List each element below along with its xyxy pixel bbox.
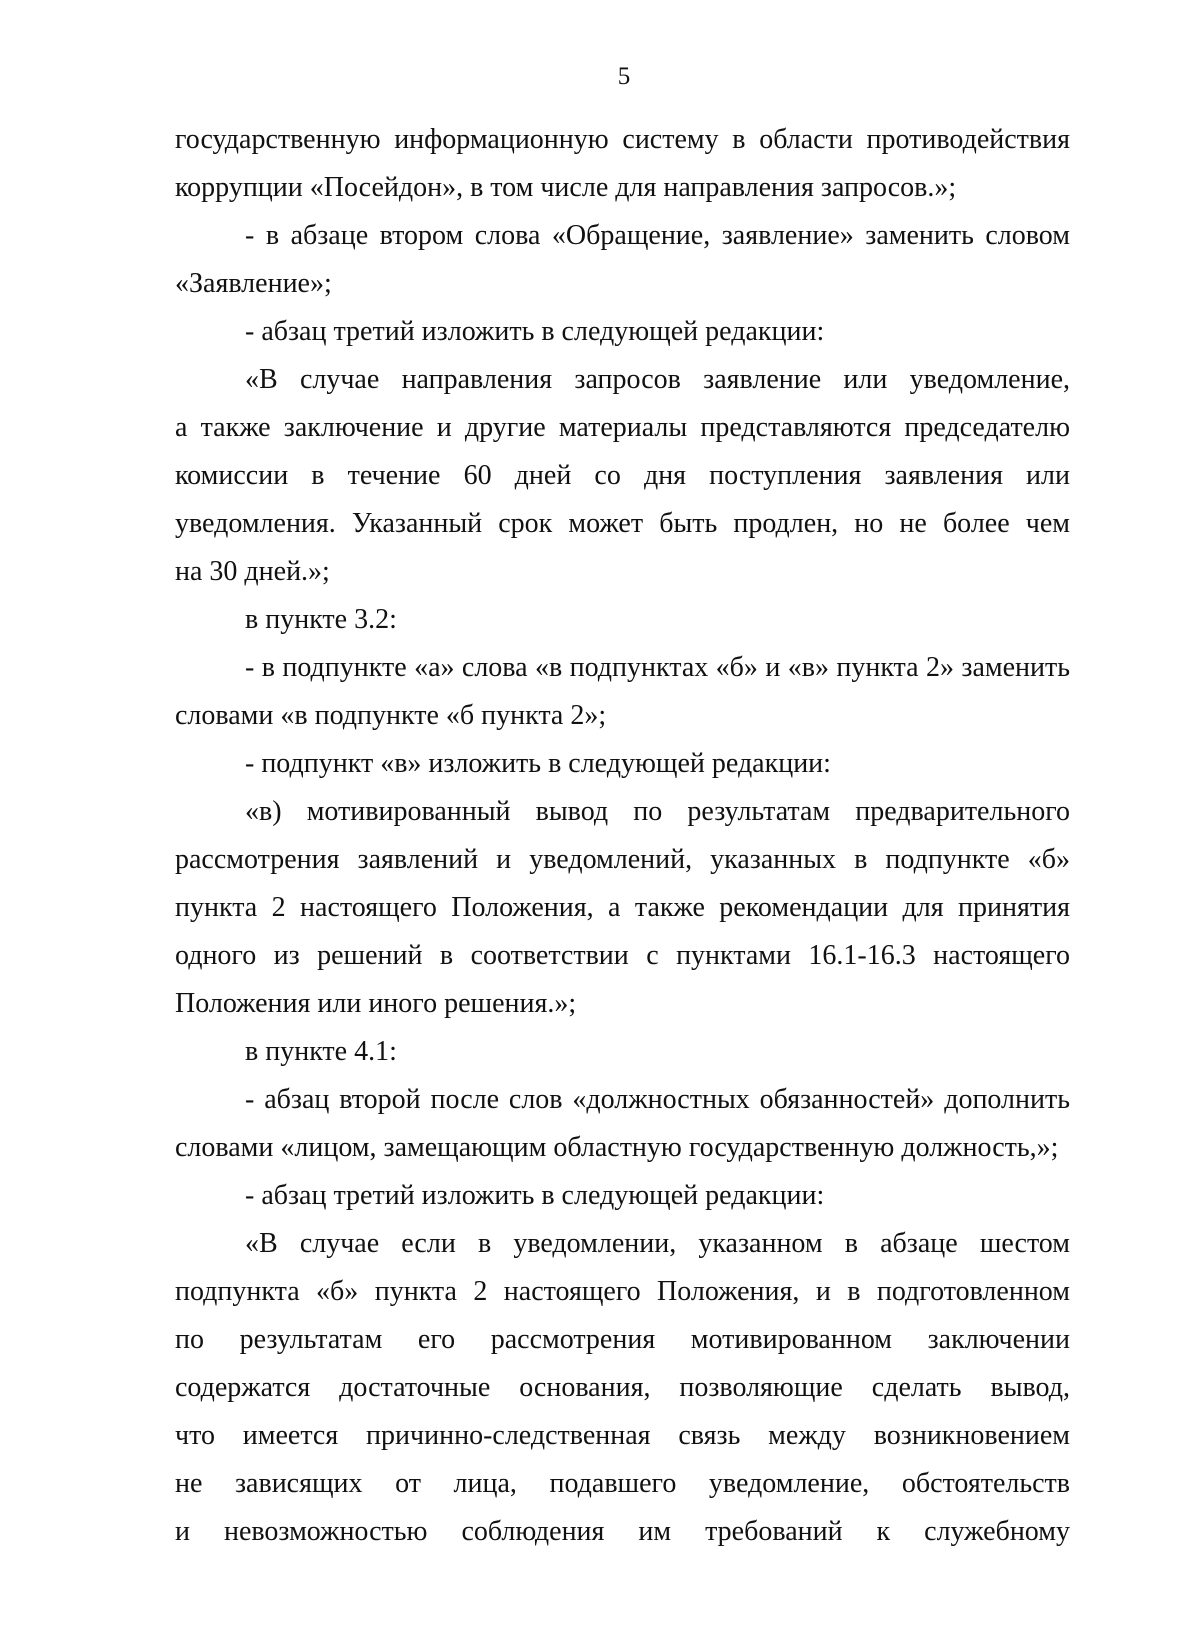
text-line: не зависящих от лица, подавшего уведомление, обстоятельств: [175, 1468, 1070, 1499]
text-line: «Заявление»;: [175, 268, 332, 299]
text-line: - абзац третий изложить в следующей редакции:: [245, 1180, 825, 1211]
text-line: - в подпункте «а» слова «в подпунктах «б» и «в» пункта 2» заменить: [245, 652, 1070, 683]
text-line: рассмотрения заявлений и уведомлений, указанных в подпункте «б»: [175, 844, 1070, 875]
text-line: по результатам его рассмотрения мотивированном заключении: [175, 1324, 1070, 1355]
text-line: комиссии в течение 60 дней со дня поступления заявления или: [175, 460, 1070, 491]
text-line: словами «в подпункте «б пункта 2»;: [175, 700, 607, 731]
text-line: - абзац третий изложить в следующей редакции:: [245, 316, 825, 347]
text-line: и невозможностью соблюдения им требований к служебному: [175, 1516, 1070, 1547]
document-body: [175, 116, 1070, 1556]
text-line: подпункта «б» пункта 2 настоящего Положения, и в подготовленном: [175, 1276, 1070, 1307]
text-line: Положения или иного решения.»;: [175, 988, 577, 1019]
text-line: содержатся достаточные основания, позволяющие сделать вывод,: [175, 1372, 1070, 1403]
text-line: - подпункт «в» изложить в следующей редакции:: [245, 748, 831, 779]
text-line: коррупции «Посейдон», в том числе для направления запросов.»;: [175, 172, 957, 203]
text-line: «В случае если в уведомлении, указанном в абзаце шестом: [245, 1228, 1070, 1259]
text-line: государственную информационную систему в области противодействия: [175, 124, 1070, 155]
text-line: в пункте 4.1:: [245, 1036, 397, 1067]
text-line: «в) мотивированный вывод по результатам предварительного: [245, 796, 1070, 827]
text-line: уведомления. Указанный срок может быть продлен, но не более чем: [175, 508, 1070, 539]
text-line: одного из решений в соответствии с пунктами 16.1-16.3 настоящего: [175, 940, 1070, 971]
text-line: - в абзаце втором слова «Обращение, заявление» заменить словом: [245, 220, 1070, 251]
text-line: на 30 дней.»;: [175, 556, 330, 587]
page-number: 5: [617, 63, 631, 90]
text-line: что имеется причинно-следственная связь между возникновением: [175, 1420, 1070, 1451]
text-line: а также заключение и другие материалы представляются председателю: [175, 412, 1070, 443]
text-line: словами «лицом, замещающим областную государственную должность,»;: [175, 1132, 1059, 1163]
text-line: - абзац второй после слов «должностных обязанностей» дополнить: [245, 1084, 1070, 1115]
text-line: пункта 2 настоящего Положения, а также рекомендации для принятия: [175, 892, 1070, 923]
text-line: «В случае направления запросов заявление или уведомление,: [245, 364, 1070, 395]
text-line: в пункте 3.2:: [245, 604, 397, 635]
